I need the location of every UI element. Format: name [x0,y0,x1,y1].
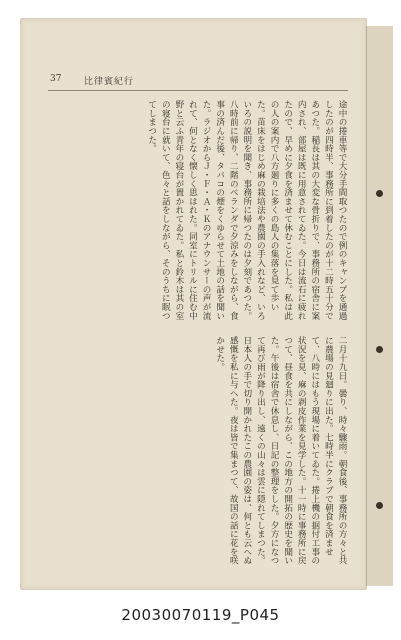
text-block-top [48,100,348,325]
header-rule [48,90,348,91]
running-head [50,74,350,88]
binding-hole-icon [376,346,383,353]
binding-hole-icon [376,502,383,509]
text-block-bottom [48,336,348,566]
page-number: 37 [50,74,62,84]
running-title: 比律賓紀行 [84,77,135,87]
next-page-edge [366,26,393,586]
body-text-bottom: 二月十九日。曇り、時々驟雨。朝食後、事務所の方々と共に農場の見廻りに出た。七時半にクラブで朝食を済ませて、八時にはもう現場に着いてゐた。捲上機の据付工事の状況を見、麻の剥皮作業を見学した。十一時に事務所に戻つて、昼食を共にしながら、この地方の開拓の歴史を聞いた。午後は宿舎で休息し、日記の整理をした。夕方になつて再び雨が降り出し、遠くの山々は雲に隠れてしまつた。日本人の手で切り開かれたこの農園の姿は、何とも云へぬ感慨を私に与へた。夜は皆で集まつて、故国の話に花を咲かせた。 [214,336,347,565]
body-text-top: 途中の捲車等で大分手間取つたので例のキャンプを通過したのが四時半、事務所に到着したのが十二時五十分であつた。稲長は其の大変な骨折りで、事務所の宿舎に案内され、部屋は既に用意されてゐた。今日は流石に疲れたので、早めに夕食を済ませて休むことにした。私は此の人の案内で八方廻りに多くの島人の集落を見て歩いた。苗床をはじめ麻の栽培法や農園の手入れなど、いろいろの説明を聞き、事務所に帰つたのは夕刻であつた。八時前に帰り、二階のベランダで夕涼みをしながら、食事の済んだ後、タバコの煙をくゆらせて土地の話を聞いた。ラジオからＪ・Ｆ・Ａ・Ｋのアナウンサーの声が流れて、何となく懐しく思はれた。同室にトリルに住む中野と云ふ青年の寝台が置かれてゐた。私と鈴木は其の室の寝台に就いて、色々と話をしながら、そのうちに眠つてしまつた。 [146,100,347,320]
scan-caption: 20030070119_P045 [121,606,280,624]
binding-hole-icon [376,190,383,197]
